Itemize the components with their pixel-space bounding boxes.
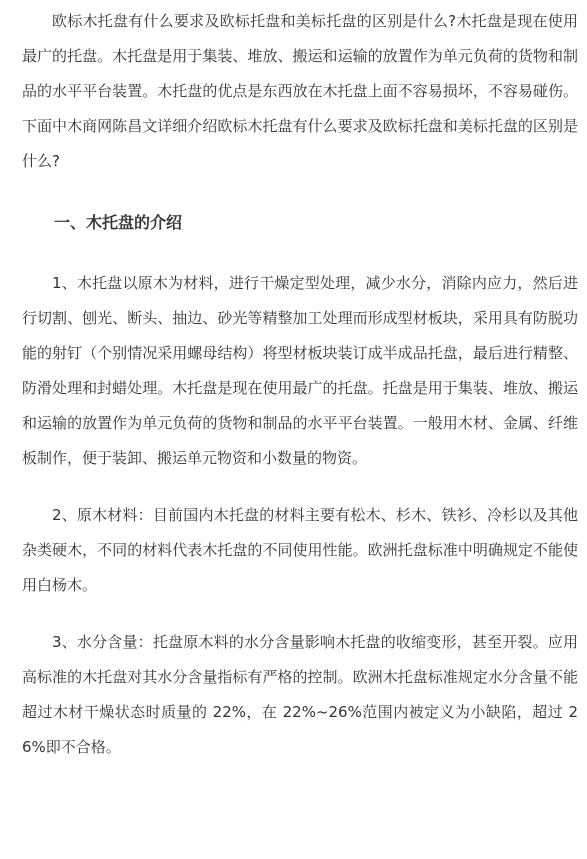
section-heading: 一、木托盘的介绍 <box>54 213 183 232</box>
paragraph-item-3: 3、水分含量：托盘原木料的水分含量影响木托盘的收缩变形，甚至开裂。应用高标准的木托盘对其水分含量指标有严格的控制。欧洲木托盘标准规定水分含量不能超过木材干燥状态时质量的 22%，在 22%~26%范围内被定义为小缺陷，超过 26%即不合格。 <box>22 633 578 756</box>
article-body <box>0 4 587 859</box>
paragraph-item-1: 1、木托盘以原木为材料，进行干燥定型处理，减少水分，消除内应力，然后进行切割、刨光、断头、抽边、砂光等精整加工处理而形成型材板块，采用具有防脱功能的射钉（个别情况采用螺母结构）将型材板块装订成半成品托盘，最后进行精整、防滑处理和封蜡处理。木托盘是现在使用最广的托盘。托盘是用于集装、堆放、搬运和运输的放置作为单元负荷的货物和制品的水平平台装置。一般用木材、金属、纤维板制作，便于装卸、搬运单元物资和小数量的物资。 <box>22 274 578 467</box>
paragraph-item-2: 2、原木材料：目前国内木托盘的材料主要有松木、杉木、铁衫、冷杉以及其他杂类硬木，不同的材料代表木托盘的不同使用性能。欧洲托盘标准中明确规定不能使用白杨木。 <box>22 506 578 594</box>
intro-paragraph: 欧标木托盘有什么要求及欧标托盘和美标托盘的区别是什么?木托盘是现在使用最广的托盘。木托盘是用于集装、堆放、搬运和运输的放置作为单元负荷的货物和制品的水平平台装置。木托盘的优点是东西放在木托盘上面不容易损坏，不容易碰伤。下面中木商网陈昌文详细介绍欧标木托盘有什么要求及欧标托盘和美标托盘的区别是什么? <box>22 12 578 170</box>
